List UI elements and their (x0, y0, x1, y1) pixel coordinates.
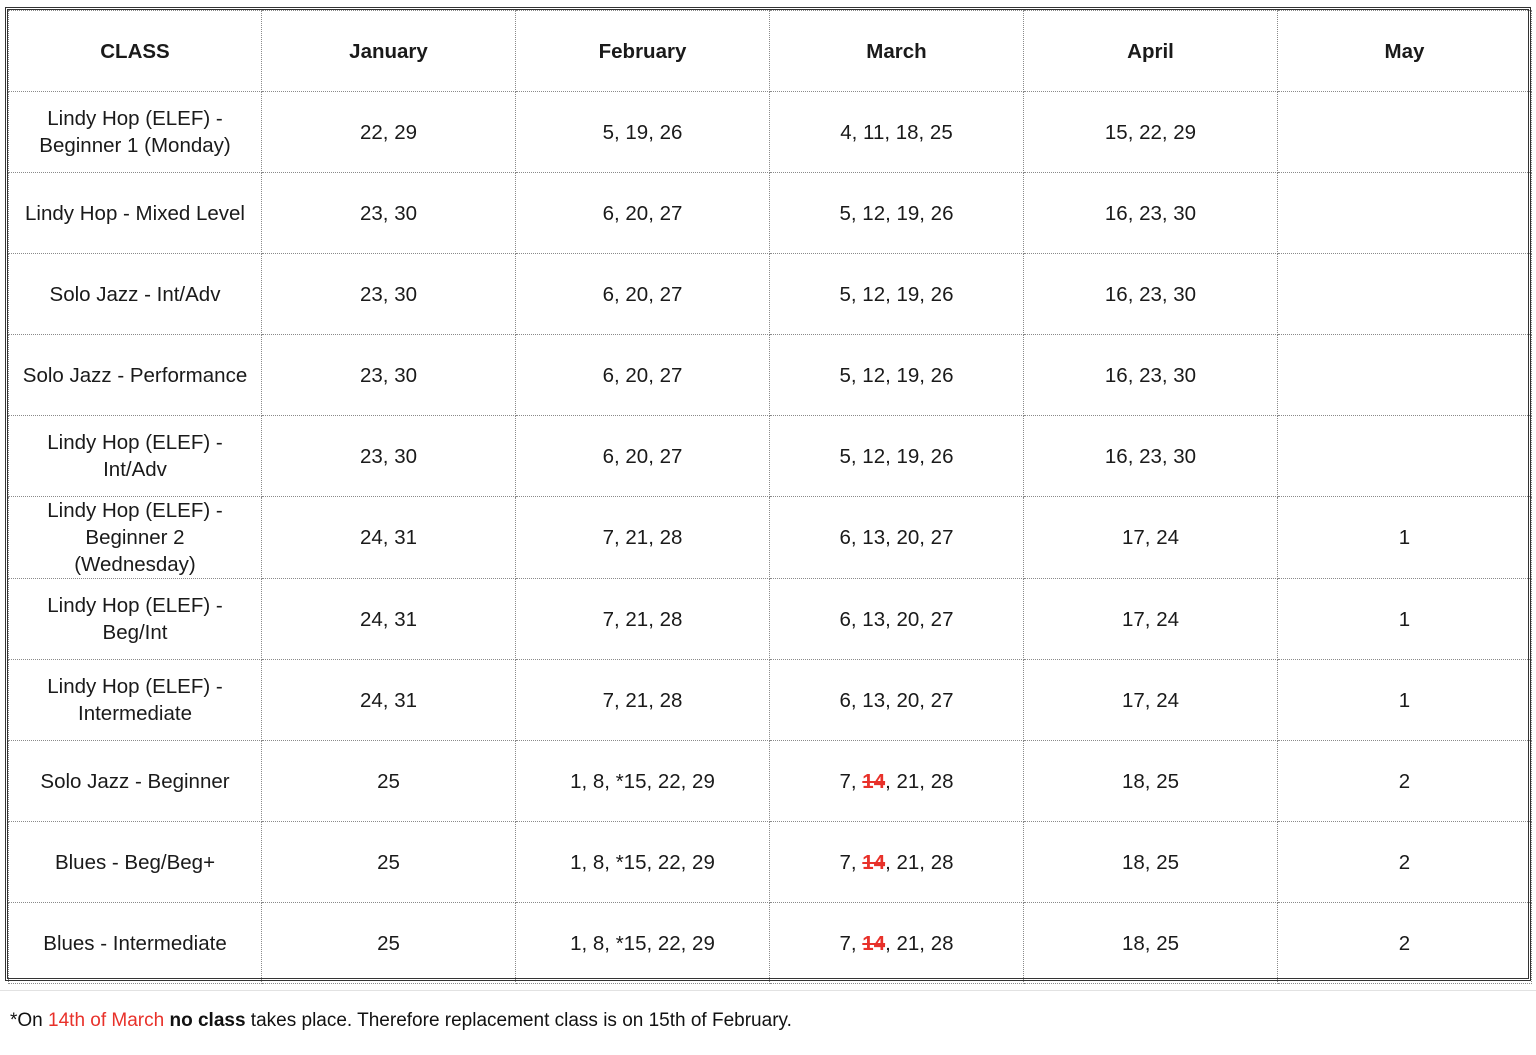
table-body (9, 92, 1532, 984)
february-dates: 1, 8, *15, 22, 29 (516, 822, 770, 903)
march-dates-after: , 21, 28 (885, 931, 954, 955)
may-dates: 1 (1278, 660, 1532, 741)
class-name-cell (9, 416, 262, 497)
april-dates: 18, 25 (1024, 741, 1278, 822)
april-dates: 16, 23, 30 (1024, 173, 1278, 254)
footnote-highlight: 14th of March (48, 1010, 165, 1031)
february-dates: 1, 8, *15, 22, 29 (516, 903, 770, 984)
march-dates-before: 7, (839, 769, 863, 793)
march-dates: 5, 12, 19, 26 (770, 335, 1024, 416)
table-row (9, 741, 1532, 822)
february-dates: 6, 20, 27 (516, 335, 770, 416)
header-january: January (262, 11, 516, 92)
table-row (9, 660, 1532, 741)
table-row (9, 579, 1532, 660)
january-dates: 23, 30 (262, 335, 516, 416)
february-dates: 1, 8, *15, 22, 29 (516, 741, 770, 822)
january-dates: 23, 30 (262, 416, 516, 497)
march-dates (770, 741, 1024, 822)
march-dates: 5, 12, 19, 26 (770, 254, 1024, 335)
header-april: April (1024, 11, 1278, 92)
march-dates (770, 903, 1024, 984)
may-dates (1278, 173, 1532, 254)
class-name: Solo Jazz - Int/Adv (9, 254, 262, 335)
april-dates: 16, 23, 30 (1024, 254, 1278, 335)
class-name-cell (9, 92, 262, 173)
schedule-table-frame (5, 7, 1531, 981)
class-name: Lindy Hop - Mixed Level (9, 173, 262, 254)
april-dates: 17, 24 (1024, 579, 1278, 660)
header-march: March (770, 11, 1024, 92)
table-row (9, 903, 1532, 984)
class-name: Blues - Beg/Beg+ (9, 822, 262, 903)
may-dates (1278, 254, 1532, 335)
january-dates: 24, 31 (262, 579, 516, 660)
may-dates (1278, 92, 1532, 173)
january-dates: 23, 30 (262, 173, 516, 254)
class-name: Solo Jazz - Beginner (9, 741, 262, 822)
footnote-suffix: takes place. Therefore replacement class is on 15th of February. (245, 1010, 792, 1031)
february-dates: 7, 21, 28 (516, 579, 770, 660)
may-dates (1278, 416, 1532, 497)
schedule-table (8, 10, 1532, 984)
march-dates: 6, 13, 20, 27 (770, 497, 1024, 579)
table-row (9, 822, 1532, 903)
table-row (9, 335, 1532, 416)
cancelled-date: 14 (862, 850, 886, 874)
march-dates: 6, 13, 20, 27 (770, 579, 1024, 660)
page-divider (0, 990, 1536, 991)
footnote (10, 1010, 792, 1032)
february-dates: 7, 21, 28 (516, 497, 770, 579)
may-dates: 1 (1278, 497, 1532, 579)
table-header (9, 11, 1532, 92)
march-dates: 5, 12, 19, 26 (770, 416, 1024, 497)
february-dates: 7, 21, 28 (516, 660, 770, 741)
march-dates: 4, 11, 18, 25 (770, 92, 1024, 173)
march-dates-before: 7, (839, 931, 863, 955)
table-row (9, 254, 1532, 335)
class-name: Blues - Intermediate (9, 903, 262, 984)
march-dates-after: , 21, 28 (885, 769, 954, 793)
class-name: Lindy Hop (ELEF) - Intermediate (47, 675, 223, 725)
class-name: Lindy Hop (ELEF) - Int/Adv (47, 431, 223, 481)
january-dates: 25 (262, 741, 516, 822)
march-dates (770, 822, 1024, 903)
table-row (9, 416, 1532, 497)
february-dates: 6, 20, 27 (516, 173, 770, 254)
april-dates: 17, 24 (1024, 497, 1278, 579)
january-dates: 22, 29 (262, 92, 516, 173)
january-dates: 23, 30 (262, 254, 516, 335)
january-dates: 25 (262, 903, 516, 984)
january-dates: 24, 31 (262, 660, 516, 741)
march-dates: 5, 12, 19, 26 (770, 173, 1024, 254)
february-dates: 6, 20, 27 (516, 416, 770, 497)
header-row (9, 11, 1532, 92)
february-dates: 6, 20, 27 (516, 254, 770, 335)
table-row (9, 497, 1532, 579)
footnote-emphasis: no class (169, 1010, 246, 1031)
header-may: May (1278, 11, 1532, 92)
may-dates: 1 (1278, 579, 1532, 660)
class-name-cell (9, 497, 262, 579)
table-row (9, 92, 1532, 173)
may-dates: 2 (1278, 822, 1532, 903)
footnote-prefix: *On (10, 1010, 49, 1031)
march-dates: 6, 13, 20, 27 (770, 660, 1024, 741)
header-class: CLASS (9, 11, 262, 92)
may-dates: 2 (1278, 903, 1532, 984)
april-dates: 18, 25 (1024, 822, 1278, 903)
march-dates-after: , 21, 28 (885, 850, 954, 874)
class-name: Lindy Hop (ELEF) - Beginner 1 (Monday) (39, 107, 231, 157)
may-dates (1278, 335, 1532, 416)
class-name: Lindy Hop (ELEF) - Beginner 2 (Wednesday) (47, 499, 223, 576)
february-dates: 5, 19, 26 (516, 92, 770, 173)
class-name: Lindy Hop (ELEF) - Beg/Int (47, 594, 223, 644)
class-name-cell (9, 579, 262, 660)
cancelled-date: 14 (862, 769, 886, 793)
april-dates: 15, 22, 29 (1024, 92, 1278, 173)
april-dates: 16, 23, 30 (1024, 416, 1278, 497)
april-dates: 16, 23, 30 (1024, 335, 1278, 416)
april-dates: 17, 24 (1024, 660, 1278, 741)
cancelled-date: 14 (862, 931, 886, 955)
class-name-cell (9, 660, 262, 741)
may-dates: 2 (1278, 741, 1532, 822)
class-name: Solo Jazz - Performance (9, 335, 262, 416)
january-dates: 24, 31 (262, 497, 516, 579)
march-dates-before: 7, (839, 850, 863, 874)
january-dates: 25 (262, 822, 516, 903)
table-row (9, 173, 1532, 254)
header-february: February (516, 11, 770, 92)
april-dates: 18, 25 (1024, 903, 1278, 984)
